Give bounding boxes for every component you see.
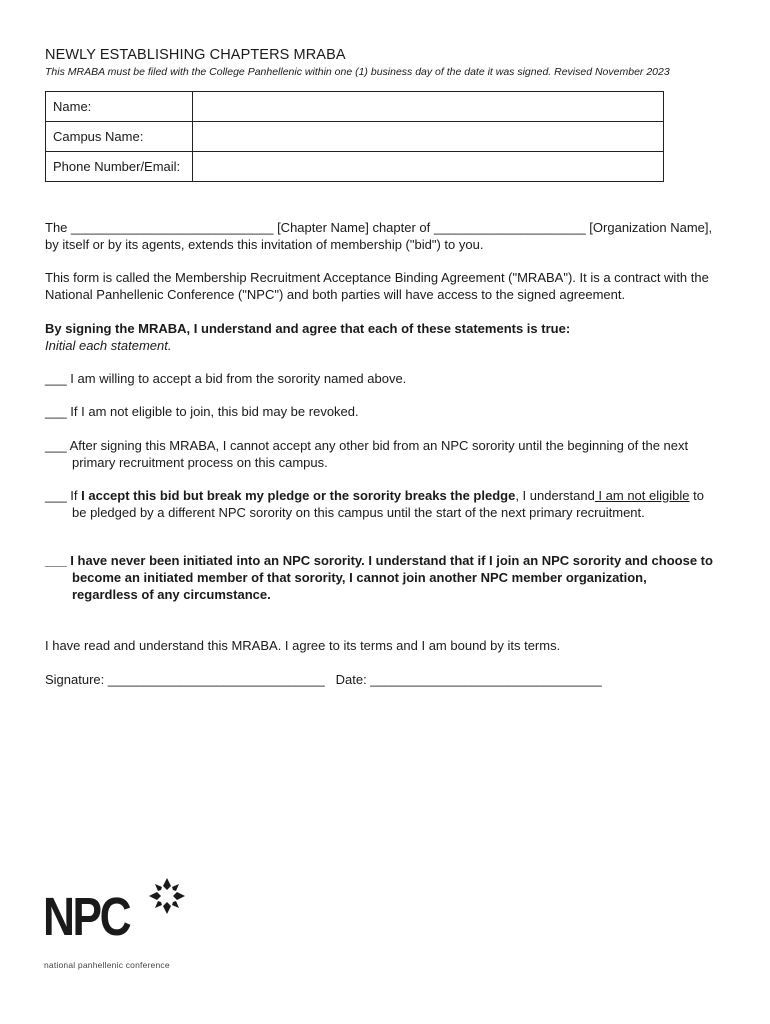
statements-heading: By signing the MRABA, I understand and agree that each of these statements is true: xyxy=(45,321,571,336)
document-subtitle: This MRABA must be filed with the College Panhellenic within one (1) business day of the date it was signed. Revised November 2023 xyxy=(45,66,670,78)
signature-date-line xyxy=(45,671,729,688)
statement-3: ___ After signing this MRABA, I cannot accept any other bid from an NPC sorority until the beginning of the next primary recruitment process on this campus. xyxy=(45,438,689,470)
npc-star-mark-icon xyxy=(147,876,187,916)
npc-logo xyxy=(43,876,193,976)
statement-4-bold: I accept this bid but break my pledge or the sorority breaks the pledge xyxy=(81,488,516,503)
statement-4-mid: , I understand xyxy=(515,488,595,503)
chapter-invitation-paragraph: The ____________________________ [Chapter Name] chapter of _____________________ [Organization Name], by itself or by its agents, extends this invitation of membership ("bid") to you. xyxy=(45,220,713,252)
statement-4-suffix: to be pledged by a different NPC sorority on this campus until the start of the next primary recruitment. xyxy=(72,488,704,520)
agreement-line: I have read and understand this MRABA. I agree to its terms and I am bound by its terms. xyxy=(45,638,561,653)
statement-5: ___ I have never been initiated into an NPC sorority. I understand that if I join an NPC sorority and choose to become an initiated member of that sorority, I cannot join another NPC member organization, regardless of any circumstance. xyxy=(45,553,713,602)
table-row xyxy=(46,92,664,122)
name-label: Name: xyxy=(46,92,193,122)
logo-tagline: national panhellenic conference xyxy=(44,960,170,970)
document-title: NEWLY ESTABLISHING CHAPTERS MRABA xyxy=(45,47,346,63)
statements-instruction: Initial each statement. xyxy=(45,338,172,353)
signature-field[interactable]: Signature: ______________________________ xyxy=(45,672,325,687)
statement-1: ___ I am willing to accept a bid from the sorority named above. xyxy=(45,371,407,386)
statement-4-underlined: I am not eligible xyxy=(594,488,690,503)
campus-name-field[interactable] xyxy=(193,122,664,152)
info-table xyxy=(45,91,664,182)
phone-email-field[interactable] xyxy=(193,152,664,182)
statement-4-prefix: ___ If xyxy=(45,488,82,503)
table-row xyxy=(46,152,664,182)
table-row xyxy=(46,122,664,152)
name-field[interactable] xyxy=(193,92,664,122)
logo-wordmark: NPC xyxy=(43,887,130,947)
statement-2: ___ If I am not eligible to join, this bid may be revoked. xyxy=(45,404,359,419)
form-description-paragraph: This form is called the Membership Recruitment Acceptance Binding Agreement ("MRABA"). It is a contract with the National Panhellenic Conference ("NPC") and both parties will have access to the signed agreement. xyxy=(45,270,709,302)
statement-4 xyxy=(45,487,715,521)
phone-email-label: Phone Number/Email: xyxy=(46,152,193,182)
date-field[interactable]: Date: ________________________________ xyxy=(335,672,602,687)
campus-name-label: Campus Name: xyxy=(46,122,193,152)
